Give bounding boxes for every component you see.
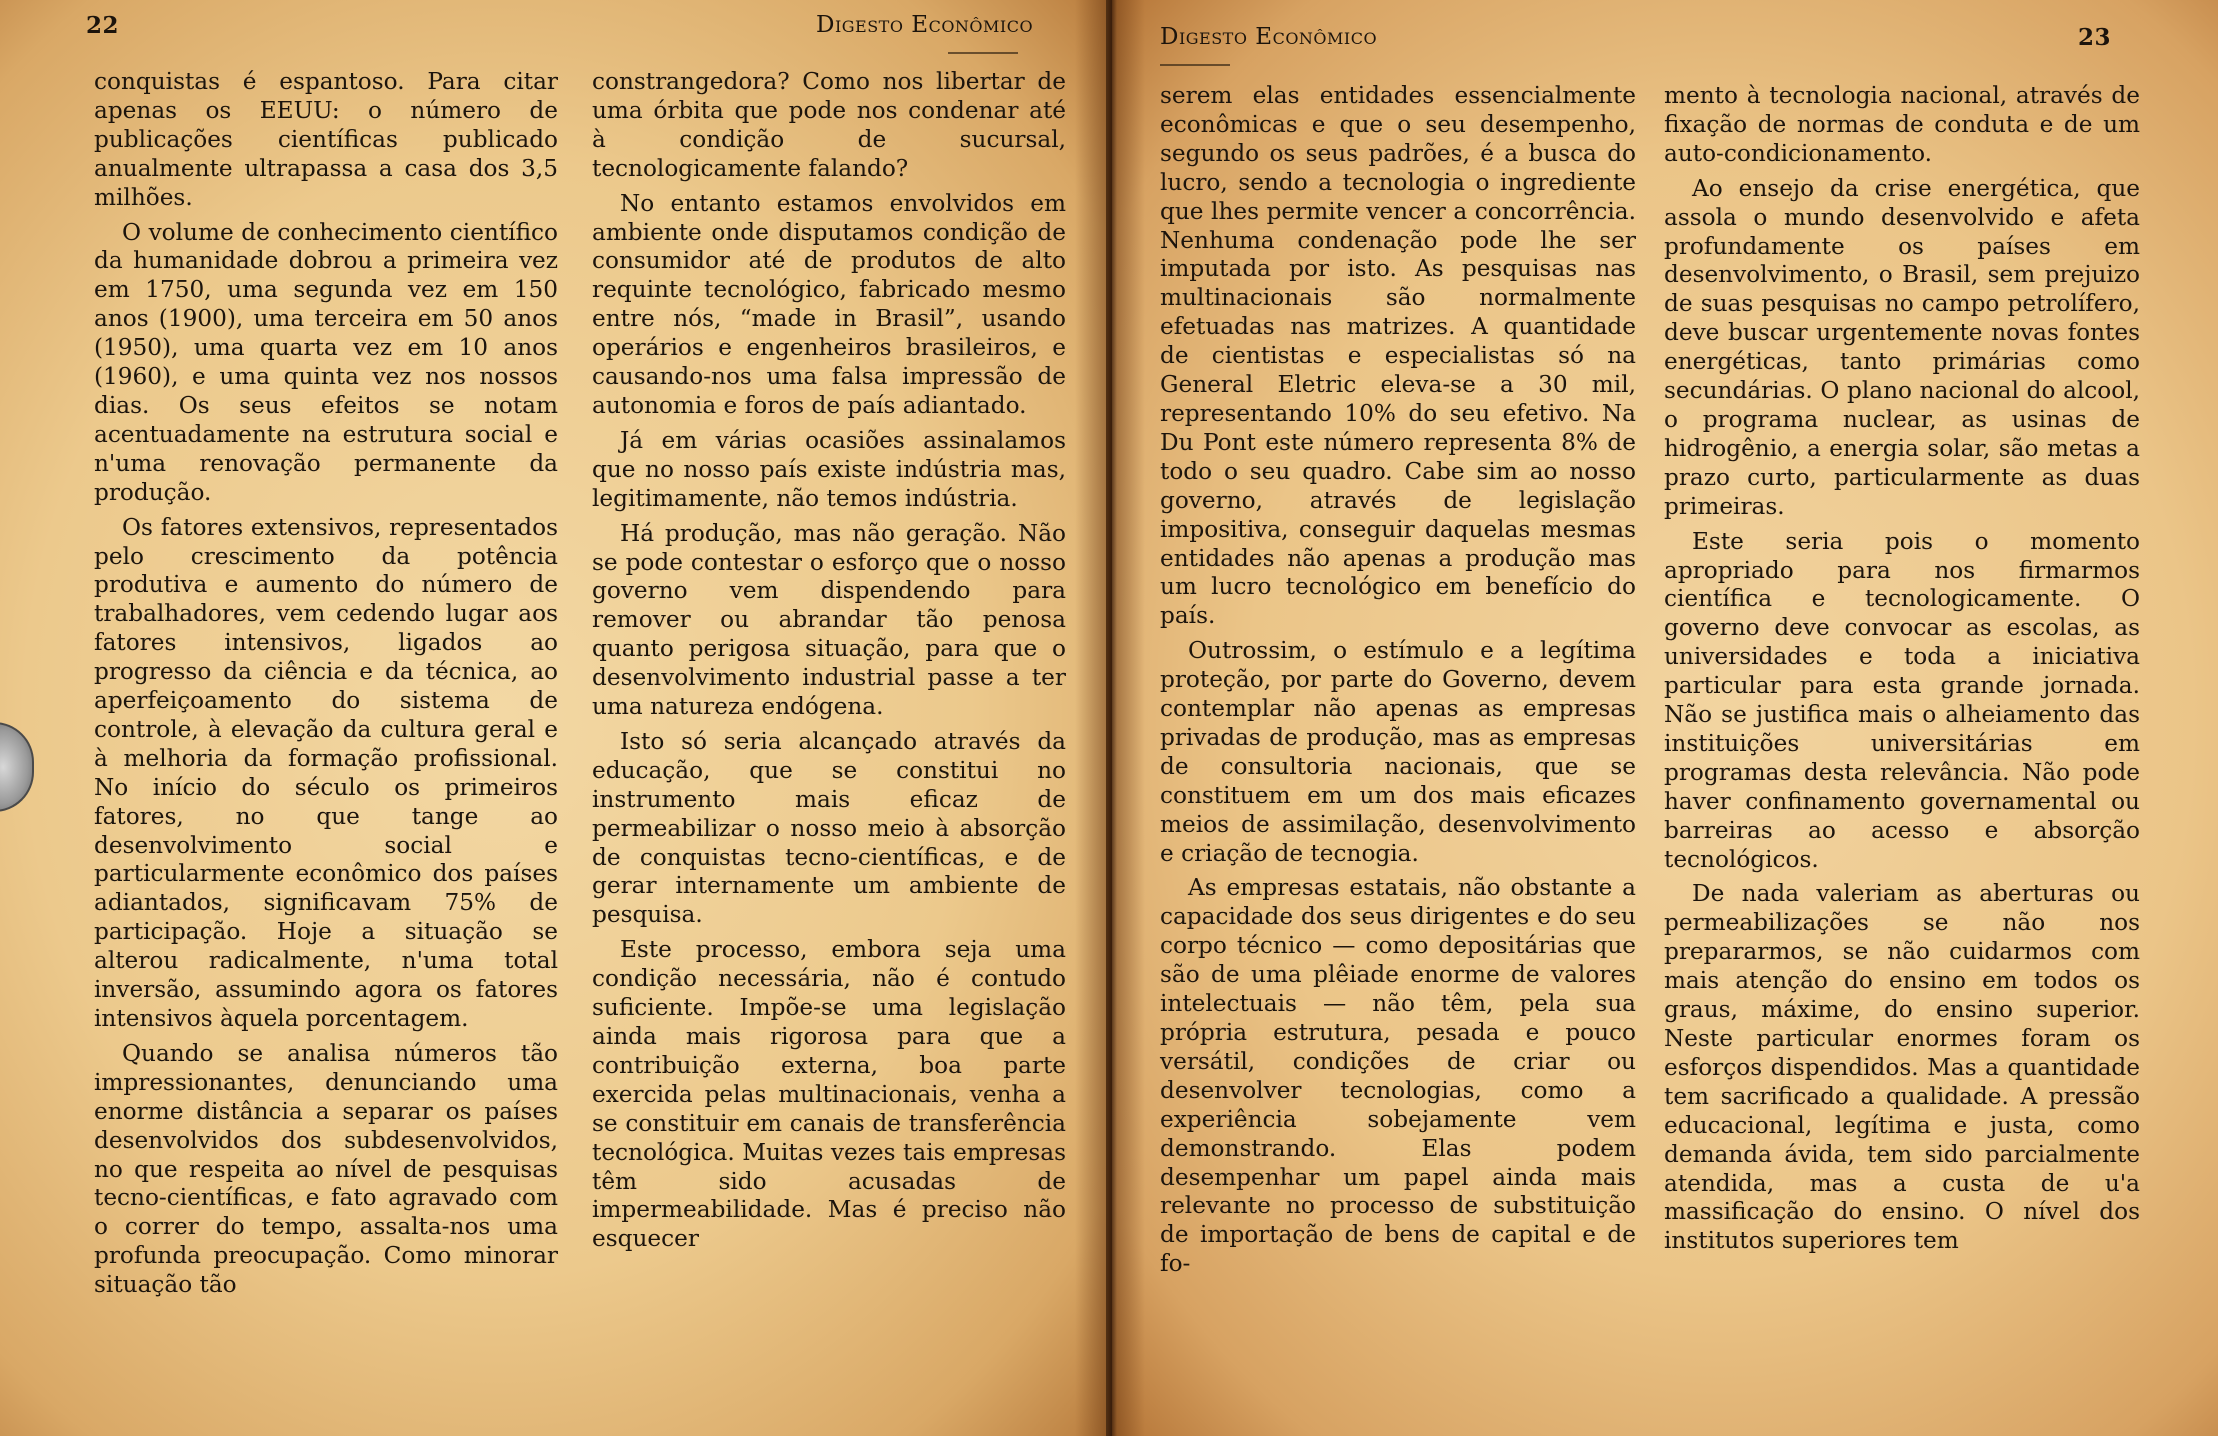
paragraph: O volume de conhecimento científico da humanidade dobrou a primeira vez em 1750, uma segunda vez em 150 anos (1900), uma terceira em 50 anos (1950), uma quarta vez em 10 anos (1960), e uma quinta vez nos nossos dias. Os seus efeitos se notam acentuadamente na estrutura social e n'uma renovação permanente da produção.: [94, 218, 558, 506]
running-title: Digesto Econômico: [1160, 24, 1378, 50]
paragraph: As empresas estatais, não obstante a capacidade dos seus dirigentes e do seu corpo técnico — como depositárias que são de uma plêiade enorme de valores intelectuais — não têm, pela sua própria estrutura, pesada e pouco versátil, condições de criar ou desenvolver tecnologias, como a experiência sobejamente vem demonstrando. Elas podem desempenhar um papel ainda mais relevante no processo de substituição de importação de bens de capital e de fo-: [1160, 874, 1636, 1278]
paragraph: Isto só seria alcançado através da educação, que se constitui no instrumento mais eficaz de permeabilizar o nosso meio à absorção de conquistas tecno-científicas, e de gerar internamente um ambiente de pesquisa.: [592, 727, 1066, 929]
left-page: [0, 0, 1106, 1436]
left-column-2: [592, 68, 1066, 1260]
left-page-header: [0, 12, 1106, 52]
paragraph: Há produção, mas não geração. Não se pode contestar o esforço que o nosso governo vem dispendendo para remover ou abrandar tão penosa quanto perigosa situação, para que o desenvolvimento industrial passe a ter uma natureza endógena.: [592, 519, 1066, 721]
paragraph: mento à tecnologia nacional, através de fixação de normas de conduta e de um auto-condicionamento.: [1664, 82, 2140, 167]
right-page-header: [1112, 12, 2218, 52]
paragraph: serem elas entidades essencialmente econômicas e que o seu desempenho, segundo os seus padrões, é a busca do lucro, sendo a tecnologia o ingrediente que lhes permite vencer a concorrência. Nenhuma condenação pode lhe ser imputada por isto. As pesquisas nas multinacionais são normalmente efetuadas nas matrizes. A quantidade de cientistas e especialistas só na General Eletric eleva-se a 30 mil, representando 10% do seu efetivo. Na Du Pont este número representa 8% de todo o seu quadro. Cabe sim ao nosso governo, através de legislação impositiva, conseguir daquelas mesmas entidades não apenas a produção mas um lucro tecnológico em benefício do país.: [1160, 82, 1636, 630]
paragraph: No entanto estamos envolvidos em ambiente onde disputamos condição de consumidor até de produtos de alto requinte tecnológico, fabricado mesmo entre nós, “made in Brasil”, usando operários e engenheiros brasileiros, e causando-nos uma falsa impressão de autonomia e foros de país adiantado.: [592, 189, 1066, 419]
page-number: 22: [86, 12, 120, 39]
header-rule: [948, 52, 1018, 54]
paragraph: Já em várias ocasiões assinalamos que no nosso país existe indústria mas, legitimamente, não temos indústria.: [592, 426, 1066, 512]
header-rule: [1160, 64, 1230, 66]
left-column-1: [94, 68, 558, 1306]
paragraph: Este processo, embora seja uma condição necessária, não é contudo suficiente. Impõe-se uma legislação ainda mais rigorosa para que a contribuição externa, boa parte exercida pelas multinacionais, venha a se constituir em canais de transferência tecnológica. Muitas vezes tais empresas têm sido acusadas de impermeabilidade. Mas é preciso não esquecer: [592, 936, 1066, 1253]
paragraph: De nada valeriam as aberturas ou permeabilizações se não nos prepararmos, se não cuidarmos com mais atenção do ensino em todos os graus, máxime, do ensino superior. Neste particular enormes foram os esforços dispendidos. Mas a quantidade tem sacrificado a qualidade. A pressão educacional, legítima e justa, como demanda ávida, tem sido parcialmente atendida, mas a custa de u'a massificação do ensino. O nível dos institutos superiores tem: [1664, 880, 2140, 1255]
paragraph: conquistas é espantoso. Para citar apenas os EEUU: o número de publicações científicas publicado anualmente ultrapassa a casa dos 3,5 milhões.: [94, 68, 558, 211]
right-page: [1112, 0, 2218, 1436]
paragraph: Este seria pois o momento apropriado para nos firmarmos científica e tecnologicamente. O governo deve convocar as escolas, as universidades e toda a iniciativa particular para esta grande jornada. Não se justifica mais o alheiamento das instituições universitárias em programas desta relevância. Não pode haver confinamento governamental ou barreiras ao acesso e absorção tecnológicos.: [1664, 527, 2140, 873]
book-gutter: [1075, 0, 1145, 1436]
page-number: 23: [2078, 24, 2112, 51]
paragraph: Ao ensejo da crise energética, que assola o mundo desenvolvido e afeta profundamente os países em desenvolvimento, o Brasil, sem prejuizo de suas pesquisas no campo petrolífero, deve buscar urgentemente novas fontes energéticas, tanto primárias como secundárias. O plano nacional do alcool, o programa nuclear, as usinas de hidrogênio, a energia solar, são metas a prazo curto, particularmente as duas primeiras.: [1664, 174, 2140, 520]
paragraph: Os fatores extensivos, representados pelo crescimento da potência produtiva e aumento do número de trabalhadores, vem cedendo lugar aos fatores intensivos, ligados ao progresso da ciência e da técnica, ao aperfeiçoamento do sistema de controle, à elevação da cultura geral e à melhoria da formação profissional. No início do século os primeiros fatores, no que tange ao desenvolvimento social e particularmente econômico dos países adiantados, significavam 75% de participação. Hoje a situação se alterou radicalmente, n'uma total inversão, assumindo agora os fatores intensivos àquela porcentagem.: [94, 513, 558, 1032]
paragraph: constrangedora? Como nos libertar de uma órbita que pode nos condenar até à condição de sucursal, tecnologicamente falando?: [592, 68, 1066, 182]
paragraph: Quando se analisa números tão impressionantes, denunciando uma enorme distância a separar os países desenvolvidos dos subdesenvolvidos, no que respeita ao nível de pesquisas tecno-científicas, e fato agravado com o correr do tempo, assalta-nos uma profunda preocupação. Como minorar situação tão: [94, 1039, 558, 1299]
running-title: Digesto Econômico: [816, 12, 1034, 38]
right-column-2: [1664, 82, 2140, 1262]
right-column-1: [1160, 82, 1636, 1285]
binder-clip: [0, 722, 34, 812]
paragraph: Outrossim, o estímulo e a legítima proteção, por parte do Governo, devem contemplar não apenas as empresas privadas de produção, mas as empresas de consultoria nacionais, que se constituem em um dos mais eficazes meios de assimilação, desenvolvimento e criação de tecnogia.: [1160, 637, 1636, 867]
